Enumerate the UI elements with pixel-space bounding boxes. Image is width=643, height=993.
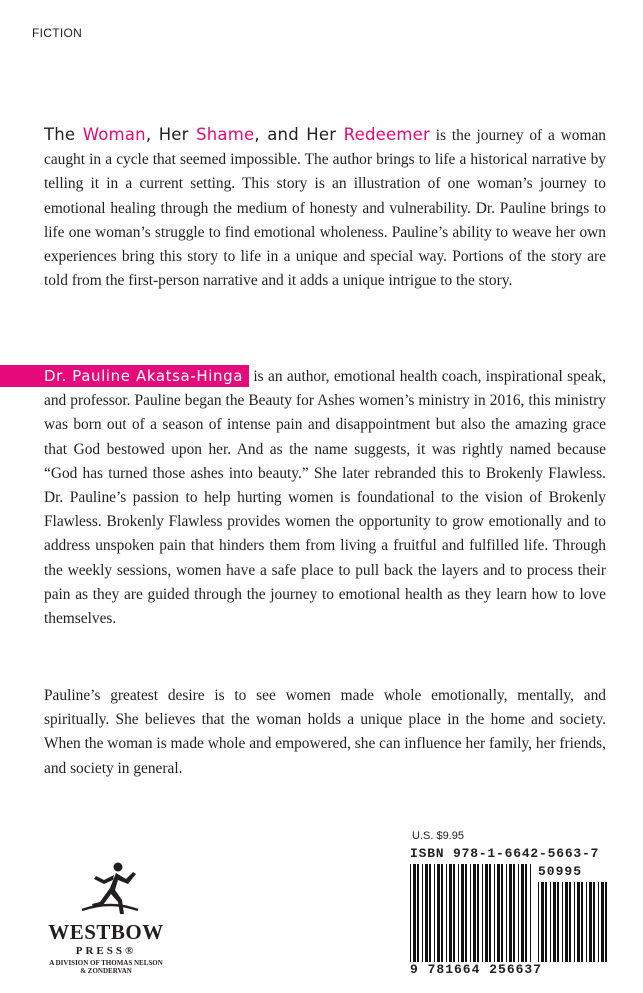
publisher-press: PRESS® bbox=[75, 945, 137, 957]
barcode-bar bbox=[598, 882, 599, 962]
barcode-bar bbox=[586, 882, 587, 962]
closing-paragraph: Pauline’s greatest desire is to see women made whole emotionally, mentally, and spiritually. She believes that the woman holds a unique place in the home and society. When the woman is made whole and empowered, she can influence her family, her friends, and society in general. bbox=[44, 687, 606, 777]
barcode-bar bbox=[497, 864, 500, 962]
barcode-bar bbox=[494, 864, 495, 962]
book-blurb bbox=[44, 123, 606, 293]
addon-barcode-bars bbox=[538, 882, 608, 962]
barcode-bar bbox=[553, 882, 556, 962]
barcode-bar bbox=[441, 864, 443, 962]
barcode-bar bbox=[470, 864, 471, 962]
genre-label: FICTION bbox=[32, 26, 83, 40]
barcode-bar bbox=[509, 864, 512, 962]
author-bio bbox=[44, 365, 606, 631]
barcode-bar bbox=[506, 864, 507, 962]
barcode-bar bbox=[425, 864, 428, 962]
barcode-bar bbox=[545, 882, 547, 962]
barcode-bar bbox=[501, 864, 503, 962]
barcode-bar bbox=[550, 882, 551, 962]
barcode-bar bbox=[461, 864, 464, 962]
barcode-bar bbox=[605, 882, 607, 962]
barcode-bar bbox=[530, 864, 531, 962]
price: U.S. $9.95 bbox=[412, 830, 464, 842]
barcode-bar bbox=[513, 864, 515, 962]
barcode-bar bbox=[489, 864, 491, 962]
barcode-bar bbox=[465, 864, 467, 962]
author-name: Dr. Pauline Akatsa-Hinga bbox=[44, 365, 249, 387]
barcode-bar bbox=[538, 882, 539, 962]
barcode-bar bbox=[601, 882, 604, 962]
barcode-bar bbox=[449, 864, 452, 962]
isbn-text: ISBN 978-1-6642-5663-7 bbox=[410, 846, 600, 861]
barcode-bar bbox=[437, 864, 440, 962]
barcode-bar bbox=[593, 882, 595, 962]
barcode-bar bbox=[477, 864, 479, 962]
barcode-bar bbox=[589, 882, 592, 962]
barcode-bar bbox=[557, 882, 559, 962]
barcode-bar bbox=[518, 864, 519, 962]
barcode-bar bbox=[581, 882, 583, 962]
barcode-bar bbox=[577, 882, 580, 962]
barcode-bar bbox=[453, 864, 455, 962]
barcode-bar bbox=[434, 864, 435, 962]
barcode-bar bbox=[410, 864, 411, 962]
ean-digits: 9 781664 256637 bbox=[410, 962, 543, 977]
bio-text: is an author, emotional health coach, inspirational speak, and professor. Pauline began the Beauty for Ashes women’s ministry in 2016, this ministry was born out of a season of intense pain and disappointment but also the amazing grace that God bestowed upon her. And as the name suggests, it was rightly named because “God has turned those ashes into beauty.” She later rebranded this to Brokenly Flawless. Dr. Pauline’s passion to help hurting women is foundational to the vision of Brokenly Flawless. Brokenly Flawless provides women the opportunity to grow emotionally and to address unspoken pain that hinders them from living a fruitful and fulfilled life. Through the weekly sessions, women have a safe place to pull back the layers and to process their pain as they are guided through the journey to emotional health as they learn how to love themselves. bbox=[44, 368, 606, 628]
barcode bbox=[408, 846, 612, 982]
price-code: 50995 bbox=[538, 864, 583, 879]
barcode-bar bbox=[473, 864, 476, 962]
barcode-bar bbox=[413, 864, 416, 962]
barcode-bar bbox=[569, 882, 571, 962]
author-highlight-bar bbox=[0, 365, 48, 387]
book-title: The Woman, Her Shame, and Her Redeemer bbox=[44, 125, 430, 144]
barcode-bar bbox=[417, 864, 419, 962]
publisher-logo bbox=[36, 858, 176, 983]
runner-figure-icon bbox=[80, 858, 140, 918]
barcode-bar bbox=[422, 864, 423, 962]
barcode-bar bbox=[485, 864, 488, 962]
publisher-name: WESTBOW bbox=[48, 920, 164, 944]
barcode-bar bbox=[541, 882, 544, 962]
barcode-bar bbox=[482, 864, 483, 962]
blurb-text: is the journey of a woman caught in a cycle that seemed impossible. The author brings to life a historical narrative by telling it in a current setting. This story is an illustration of one woman’s journey to emotional healing through the medium of honesty and vulnerability. Dr. Pauline brings to life one woman’s struggle to find emotional wholeness. Pauline’s ability to weave her own experiences bring this story to life in a unique and special way. Portions of the story are told from the first-person narrative and it adds a unique intrigue to the story. bbox=[44, 127, 606, 290]
barcode-bar bbox=[525, 864, 527, 962]
barcode-bar bbox=[565, 882, 568, 962]
barcode-bar bbox=[446, 864, 447, 962]
publisher-division: A DIVISION OF THOMAS NELSON & ZONDERVAN bbox=[49, 959, 163, 975]
ean-barcode-bars bbox=[410, 864, 532, 962]
barcode-bar bbox=[574, 882, 575, 962]
barcode-bar bbox=[562, 882, 563, 962]
barcode-bar bbox=[521, 864, 524, 962]
barcode-bar bbox=[458, 864, 459, 962]
barcode-bar bbox=[429, 864, 431, 962]
